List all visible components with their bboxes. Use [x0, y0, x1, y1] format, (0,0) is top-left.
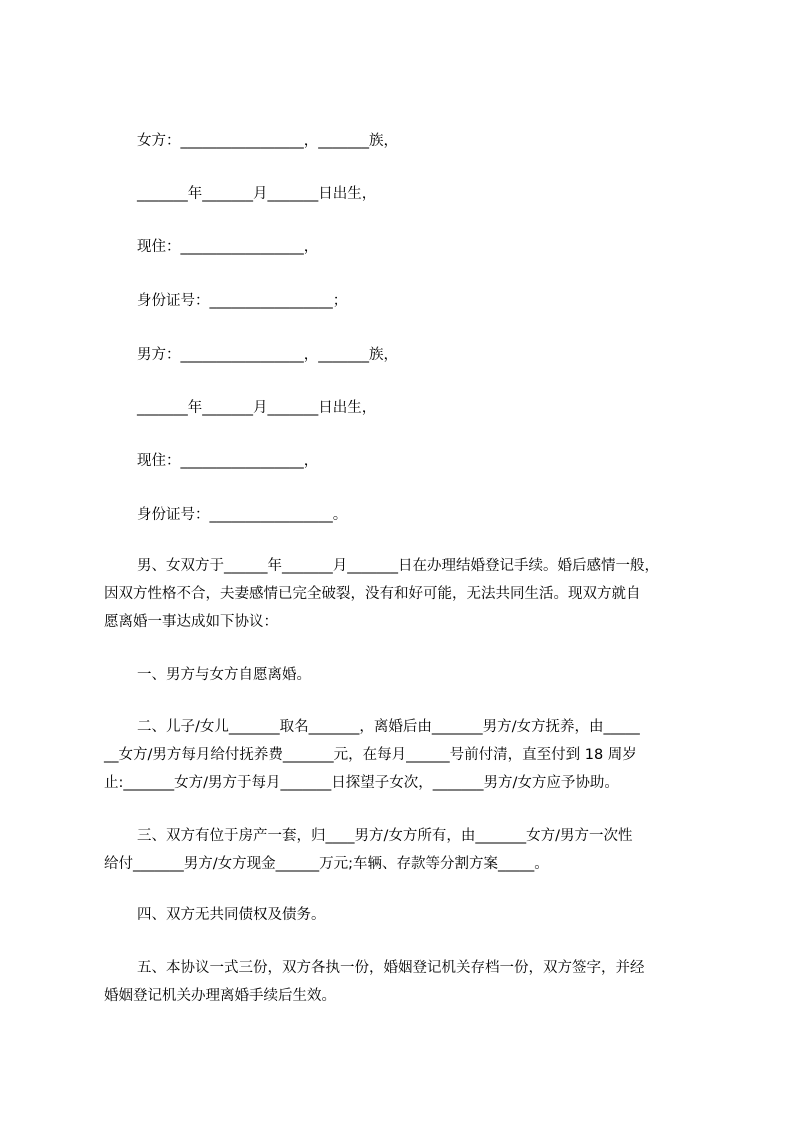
clause-5-line-2: 婚姻登记机关办理离婚手续后生效。 [104, 988, 336, 1004]
clause-3-line-1: 三、双方有位于房产一套，归____男方/女方所有，由_______女方/男方一次性 [137, 828, 633, 844]
intro-line-1: 男、女双方于______年_______月_______日在办理结婚登记手续。婚后感情一般， [137, 558, 659, 574]
intro-line-2: 因双方性格不合，夫妻感情已完全破裂，没有和好可能，无法共同生活。现双方就自 [104, 586, 641, 602]
female-birth-line: _______年_______月_______日出生， [137, 186, 377, 202]
clause-1: 一、男方与女方自愿离婚。 [137, 667, 311, 683]
intro-line-3: 愿离婚一事达成如下协议： [104, 614, 278, 630]
female-address-line: 现住：_________________， [137, 239, 319, 255]
clause-2-line-1: 二、儿子/女儿_______取名_______，离婚后由_______男方/女方抚养，由_____ [137, 719, 640, 735]
female-id-line: 身份证号：_________________； [137, 293, 348, 309]
male-name-line: 男方：_________________，_______族， [137, 347, 398, 363]
female-name-line: 女方：_________________，_______族， [137, 133, 398, 149]
clause-2-line-2: __女方/男方每月给付抚养费_______元，在每月______号前付清，直至付到 18 周岁 [104, 747, 637, 763]
male-id-line: 身份证号：_________________。 [137, 507, 348, 523]
male-birth-line: _______年_______月_______日出生， [137, 400, 377, 416]
clause-5-line-1: 五、本协议一式三份，双方各执一份，婚姻登记机关存档一份，双方签字，并经 [137, 960, 645, 976]
clause-4: 四、双方无共同债权及债务。 [137, 907, 326, 923]
clause-2-line-3: 止:_______女方/男方于每月_______日探望子女次，_______男方/女方应予协助。 [104, 775, 619, 791]
male-address-line: 现住：_________________， [137, 453, 319, 469]
clause-3-line-2: 给付_______男方/女方现金______万元;车辆、存款等分割方案_____。 [104, 856, 549, 872]
